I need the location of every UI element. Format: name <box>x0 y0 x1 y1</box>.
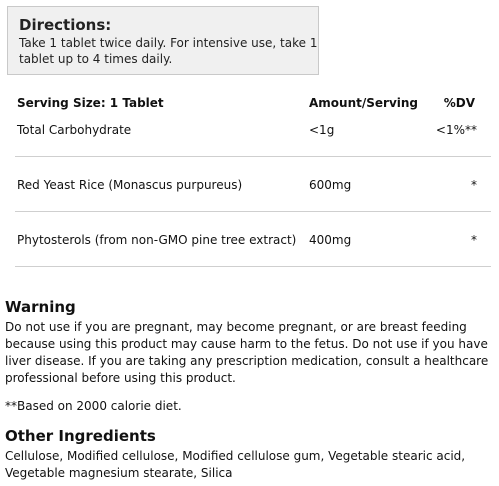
directions-box <box>7 6 319 75</box>
row-dv: * <box>471 178 477 192</box>
warning-text: Do not use if you are pregnant, may become pregnant, or are breast feeding because using this product may cause harm to the fetus. Do not use if you have liver disease. If you are taking any prescription medication, consult a healthcare professional before using this product. <box>5 320 489 385</box>
row-divider <box>15 266 491 267</box>
row-amount: 600mg <box>309 178 352 192</box>
dv-header: %DV <box>443 96 475 110</box>
facts-header <box>15 94 491 112</box>
amount-header: Amount/Serving <box>309 96 419 110</box>
row-amount: 400mg <box>309 233 352 247</box>
row-amount: <1g <box>309 123 335 137</box>
supplement-facts-table <box>15 94 491 247</box>
row-name: Total Carbohydrate <box>17 123 132 137</box>
directions-text: Take 1 tablet twice daily. For intensive use, take 1 tablet up to 4 times daily. <box>19 36 318 66</box>
facts-row-1 <box>15 122 491 138</box>
facts-row-2 <box>15 177 491 193</box>
other-ingredients-title: Other Ingredients <box>5 427 156 445</box>
warning-title: Warning <box>5 298 76 316</box>
directions-title: Directions: <box>19 16 112 34</box>
footnote-text: **Based on 2000 calorie diet. <box>5 399 182 413</box>
row-name: Red Yeast Rice (Monascus purpureus) <box>17 178 243 192</box>
serving-size-header: Serving Size: 1 Tablet <box>17 96 164 110</box>
other-ingredients-section <box>5 427 493 482</box>
warning-section <box>5 298 493 387</box>
row-name: Phytosterols (from non-GMO pine tree extract) <box>17 233 297 247</box>
row-dv: * <box>471 233 477 247</box>
other-ingredients-text: Cellulose, Modified cellulose, Modified cellulose gum, Vegetable stearic acid, Vegetable magnesium stearate, Silica <box>5 449 466 480</box>
row-divider <box>15 211 491 212</box>
facts-row-3 <box>15 232 491 248</box>
row-divider <box>15 156 491 157</box>
footnote <box>5 398 493 415</box>
row-dv: <1%** <box>435 123 477 137</box>
